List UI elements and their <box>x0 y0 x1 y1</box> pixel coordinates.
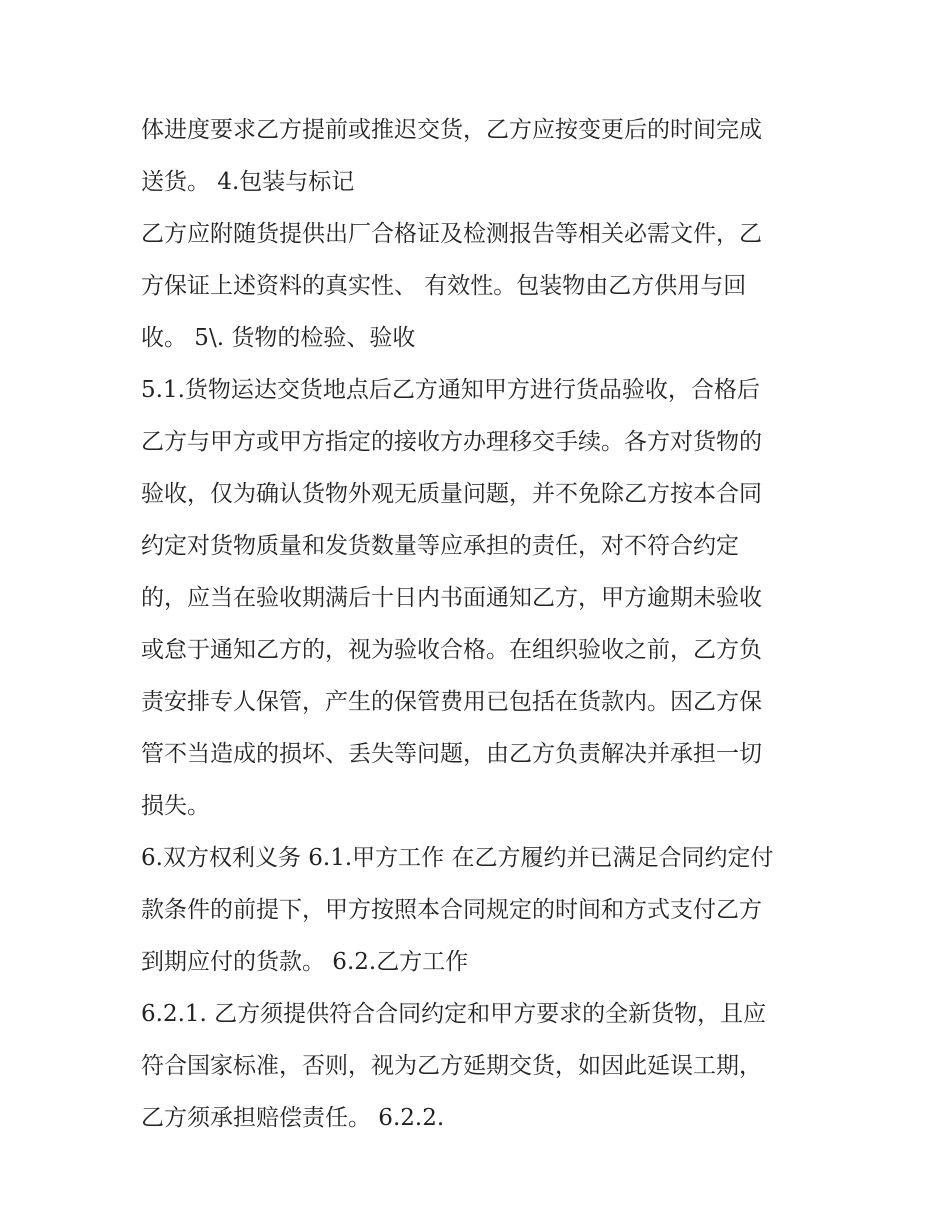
text-line: 约定对货物质量和发货数量等应承担的责任，对不符合约定 <box>141 533 739 559</box>
text-line: 乙方应附随货提供出厂合格证及检测报告等相关必需文件，乙 <box>141 221 762 247</box>
text-line: 损失。 <box>141 793 210 819</box>
text-line: 款条件的前提下，甲方按照本合同规定的时间和方式支付乙方 <box>141 897 762 923</box>
text-line: 5.1.货物运达交货地点后乙方通知甲方进行货品验收，合格后 <box>141 377 760 403</box>
text-line: 收。 5\. 货物的检验、验收 <box>141 325 416 351</box>
text-line: 乙方须承担赔偿责任。 6.2.2. <box>141 1105 445 1131</box>
text-line: 体进度要求乙方提前或推迟交货，乙方应按变更后的时间完成 <box>141 117 762 143</box>
text-line: 乙方与甲方或甲方指定的接收方办理移交手续。各方对货物的 <box>141 429 762 455</box>
text-line: 符合国家标准，否则，视为乙方延期交货，如因此延误工期， <box>141 1053 762 1079</box>
document-body <box>141 104 821 1144</box>
text-line: 管不当造成的损坏、丢失等问题，由乙方负责解决并承担一切 <box>141 741 762 767</box>
text-line: 验收，仅为确认货物外观无质量问题，并不免除乙方按本合同 <box>141 481 762 507</box>
text-line: 送货。 4.包装与标记 <box>141 169 355 195</box>
text-line: 或怠于通知乙方的，视为验收合格。在组织验收之前，乙方负 <box>141 637 762 663</box>
text-line: 6.2.1. 乙方须提供符合合同约定和甲方要求的全新货物，且应 <box>141 1001 767 1027</box>
text-line: 方保证上述资料的真实性、 有效性。包装物由乙方供用与回 <box>141 273 747 299</box>
text-line: 到期应付的货款。 6.2.乙方工作 <box>141 949 469 975</box>
text-line: 责安排专人保管，产生的保管费用已包括在货款内。因乙方保 <box>141 689 762 715</box>
text-line: 6.双方权利义务 6.1.甲方工作 在乙方履约并已满足合同约定付 <box>141 845 774 871</box>
text-line: 的，应当在验收期满后十日内书面通知乙方，甲方逾期未验收 <box>141 585 762 611</box>
